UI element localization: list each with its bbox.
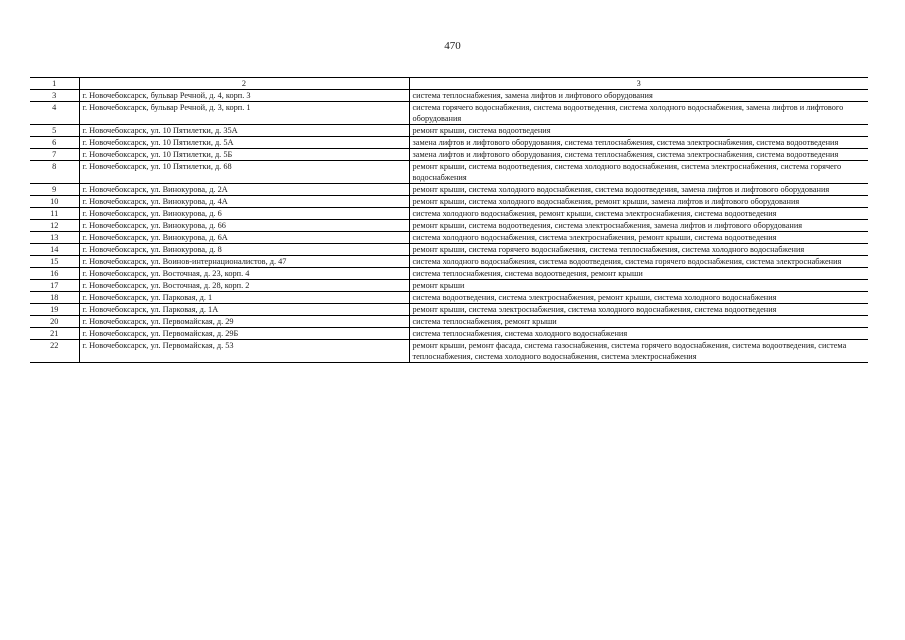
address-cell: г. Новочебоксарск, ул. Воинов-интернационалистов, д. 47 [79,256,409,268]
row-number-cell: 22 [30,340,79,363]
table-row [30,220,868,232]
table-row [30,256,868,268]
table-row [30,102,868,125]
table-row [30,125,868,137]
table-row [30,149,868,161]
works-cell: система холодного водоснабжения, система электроснабжения, ремонт крыши, система водоотведения [409,232,868,244]
address-cell: г. Новочебоксарск, ул. Винокурова, д. 66 [79,220,409,232]
row-number-cell: 7 [30,149,79,161]
works-cell: ремонт крыши, система горячего водоснабжения, система теплоснабжения, система холодного водоснабжения [409,244,868,256]
works-cell: ремонт крыши, система водоотведения, система электроснабжения, замена лифтов и лифтового оборудования [409,220,868,232]
row-number-cell: 9 [30,184,79,196]
address-cell: г. Новочебоксарск, ул. Винокурова, д. 4А [79,196,409,208]
works-cell: ремонт крыши, система водоотведения, система холодного водоснабжения, система электроснабжения, система горячего водоснабжения [409,161,868,184]
address-cell: г. Новочебоксарск, ул. 10 Пятилетки, д. 35А [79,125,409,137]
table-header-row [30,78,868,90]
row-number-cell: 18 [30,292,79,304]
table-row [30,90,868,102]
table-row [30,184,868,196]
works-cell: система теплоснабжения, замена лифтов и лифтового оборудования [409,90,868,102]
row-number-cell: 8 [30,161,79,184]
works-cell: замена лифтов и лифтового оборудования, система теплоснабжения, система электроснабжения, система водоотведения [409,149,868,161]
address-cell: г. Новочебоксарск, ул. Восточная, д. 23, корп. 4 [79,268,409,280]
address-cell: г. Новочебоксарск, ул. Винокурова, д. 2А [79,184,409,196]
address-cell: г. Новочебоксарск, ул. 10 Пятилетки, д. 68 [79,161,409,184]
address-cell: г. Новочебоксарск, бульвар Речной, д. 3, корп. 1 [79,102,409,125]
table-row [30,196,868,208]
column-header-address: 2 [79,78,409,90]
table-row [30,328,868,340]
address-cell: г. Новочебоксарск, ул. Винокурова, д. 6А [79,232,409,244]
address-cell: г. Новочебоксарск, ул. Первомайская, д. 53 [79,340,409,363]
works-cell: ремонт крыши, система холодного водоснабжения, ремонт крыши, замена лифтов и лифтового оборудования [409,196,868,208]
row-number-cell: 5 [30,125,79,137]
works-cell: ремонт крыши, ремонт фасада, система газоснабжения, система горячего водоснабжения, система водоотведения, система теплоснабжения, система холодного водоснабжения, система электроснабжения [409,340,868,363]
row-number-cell: 12 [30,220,79,232]
works-cell: система горячего водоснабжения, система водоотведения, система холодного водоснабжения, замена лифтов и лифтового оборудования [409,102,868,125]
address-cell: г. Новочебоксарск, ул. 10 Пятилетки, д. 5Б [79,149,409,161]
row-number-cell: 20 [30,316,79,328]
works-cell: система водоотведения, система электроснабжения, ремонт крыши, система холодного водоснабжения [409,292,868,304]
table-row [30,292,868,304]
table-row [30,244,868,256]
address-cell: г. Новочебоксарск, ул. Восточная, д. 28, корп. 2 [79,280,409,292]
address-cell: г. Новочебоксарск, ул. Первомайская, д. 29Б [79,328,409,340]
row-number-cell: 6 [30,137,79,149]
address-cell: г. Новочебоксарск, ул. 10 Пятилетки, д. 5А [79,137,409,149]
table-row [30,340,868,363]
works-cell: ремонт крыши, система холодного водоснабжения, система водоотведения, замена лифтов и лифтового оборудования [409,184,868,196]
row-number-cell: 21 [30,328,79,340]
row-number-cell: 4 [30,102,79,125]
row-number-cell: 17 [30,280,79,292]
table-row [30,161,868,184]
works-cell: ремонт крыши, система электроснабжения, система холодного водоснабжения, система водоотведения [409,304,868,316]
works-table-container [30,77,868,363]
table-body [30,90,868,363]
works-cell: система холодного водоснабжения, система водоотведения, система горячего водоснабжения, система электроснабжения [409,256,868,268]
table-row [30,137,868,149]
row-number-cell: 16 [30,268,79,280]
row-number-cell: 19 [30,304,79,316]
address-cell: г. Новочебоксарск, ул. Парковая, д. 1 [79,292,409,304]
works-cell: ремонт крыши [409,280,868,292]
table-row [30,280,868,292]
works-cell: система теплоснабжения, система холодного водоснабжения [409,328,868,340]
address-cell: г. Новочебоксарск, ул. Винокурова, д. 8 [79,244,409,256]
table-row [30,208,868,220]
address-cell: г. Новочебоксарск, ул. Винокурова, д. 6 [79,208,409,220]
row-number-cell: 11 [30,208,79,220]
works-cell: система теплоснабжения, ремонт крыши [409,316,868,328]
works-cell: система теплоснабжения, система водоотведения, ремонт крыши [409,268,868,280]
works-cell: система холодного водоснабжения, ремонт крыши, система электроснабжения, система водоотведения [409,208,868,220]
column-header-works: 3 [409,78,868,90]
address-cell: г. Новочебоксарск, бульвар Речной, д. 4, корп. 3 [79,90,409,102]
table-row [30,316,868,328]
table-row [30,304,868,316]
column-header-number: 1 [30,78,79,90]
row-number-cell: 3 [30,90,79,102]
address-cell: г. Новочебоксарск, ул. Первомайская, д. 29 [79,316,409,328]
row-number-cell: 14 [30,244,79,256]
row-number-cell: 10 [30,196,79,208]
works-table [30,77,868,363]
page-number: 470 [444,40,461,52]
works-cell: замена лифтов и лифтового оборудования, система теплоснабжения, система электроснабжения, система водоотведения [409,137,868,149]
row-number-cell: 13 [30,232,79,244]
works-cell: ремонт крыши, система водоотведения [409,125,868,137]
table-row [30,232,868,244]
address-cell: г. Новочебоксарск, ул. Парковая, д. 1А [79,304,409,316]
row-number-cell: 15 [30,256,79,268]
table-row [30,268,868,280]
